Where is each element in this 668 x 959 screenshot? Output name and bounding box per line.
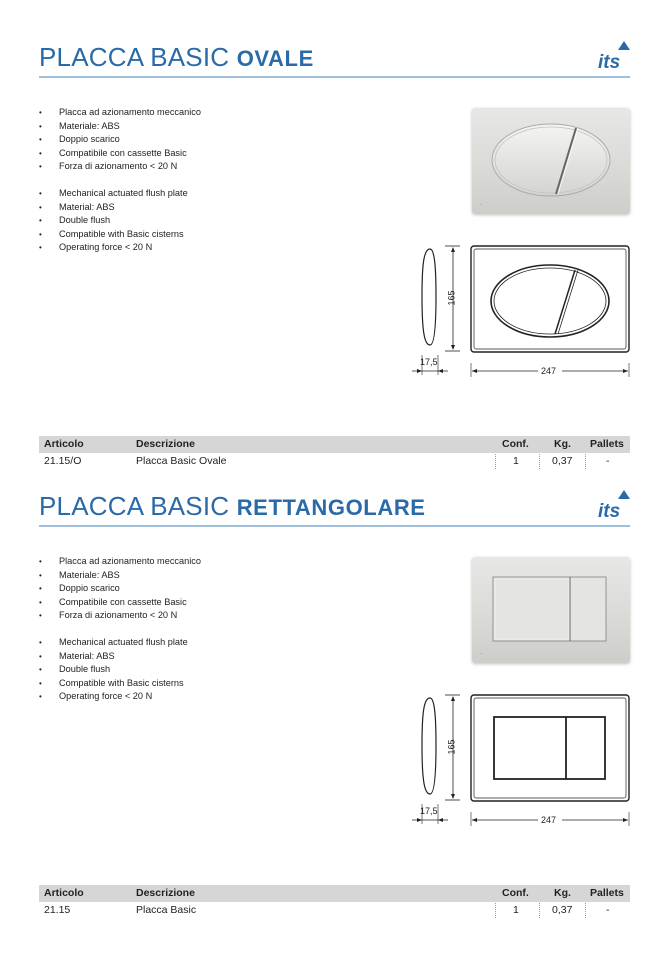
product-photo-rectangular [472, 557, 630, 663]
its-logo-icon [596, 487, 632, 519]
features-english [39, 636, 188, 704]
feature-item: • Materiale: ABS [39, 120, 201, 134]
rectangular-plate-icon [472, 557, 630, 663]
technical-drawing-oval [410, 243, 635, 378]
its-logo-icon [596, 38, 632, 70]
svg-text:~: ~ [480, 202, 483, 207]
feature-item: • Doppio scarico [39, 582, 201, 596]
feature-item: • Placca ad azionamento meccanico [39, 106, 201, 120]
technical-drawing-rectangular [410, 692, 635, 827]
svg-text:~: ~ [480, 651, 483, 656]
feature-item: • Forza di azionamento < 20 N [39, 160, 201, 174]
table-row: 21.15/O Placca Basic Ovale 1 0,37 - [44, 455, 610, 467]
feature-item: • Material: ABS [39, 650, 188, 664]
section-title: PLACCA BASIC RETTANGOLARE [39, 491, 426, 521]
table-header: Articolo Descrizione Conf. Kg. Pallets [39, 885, 630, 902]
feature-item: • Mechanical actuated flush plate [39, 636, 188, 650]
product-photo-oval [472, 108, 630, 214]
dim-height-label: 165 [446, 290, 457, 306]
feature-item: • Double flush [39, 214, 188, 228]
logo-text: its [598, 52, 621, 70]
table-header: Articolo Descrizione Conf. Kg. Pallets [39, 436, 630, 453]
dim-width-label: 247 [541, 366, 557, 376]
feature-item: • Double flush [39, 663, 188, 677]
product-section-rettangolare [0, 449, 668, 959]
feature-item: • Materiale: ABS [39, 569, 201, 583]
dim-depth-label: 17,5 [420, 357, 438, 367]
feature-item: • Placca ad azionamento meccanico [39, 555, 201, 569]
dim-depth-label: 17,5 [420, 806, 438, 816]
feature-item: • Material: ABS [39, 201, 188, 215]
features-english [39, 187, 188, 255]
product-table [39, 885, 630, 919]
table-row: 21.15 Placca Basic 1 0,37 - [44, 904, 610, 916]
features-italian [39, 555, 201, 623]
features-italian [39, 106, 201, 174]
feature-item: • Compatible with Basic cisterns [39, 228, 188, 242]
feature-item: • Operating force < 20 N [39, 241, 188, 255]
feature-item: • Compatible with Basic cisterns [39, 677, 188, 691]
title-rule [39, 76, 630, 78]
feature-item: • Compatibile con cassette Basic [39, 596, 201, 610]
feature-item: • Compatibile con cassette Basic [39, 147, 201, 161]
feature-item: • Doppio scarico [39, 133, 201, 147]
dim-height-label: 165 [446, 739, 457, 755]
logo-text: its [598, 501, 621, 519]
oval-plate-icon [472, 108, 630, 214]
feature-item: • Operating force < 20 N [39, 690, 188, 704]
title-rule [39, 525, 630, 527]
dim-width-label: 247 [541, 815, 557, 825]
section-title: PLACCA BASIC OVALE [39, 42, 314, 72]
feature-item: • Forza di azionamento < 20 N [39, 609, 201, 623]
feature-item: • Mechanical actuated flush plate [39, 187, 188, 201]
